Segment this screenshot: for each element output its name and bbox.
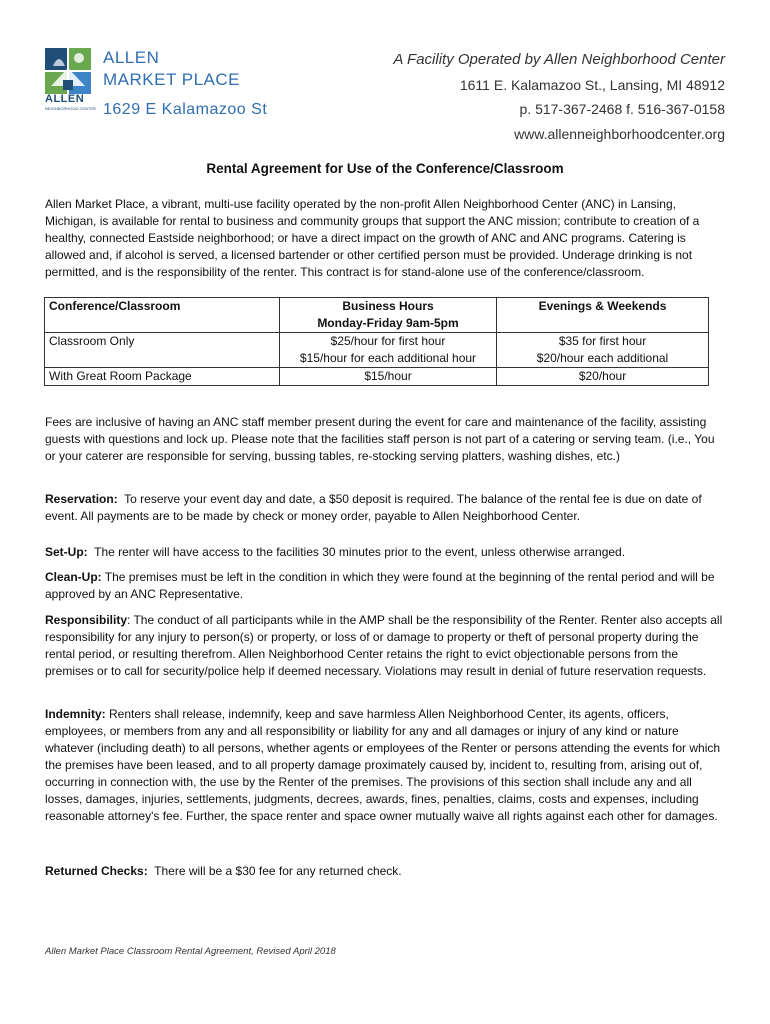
section-text: The renter will have access to the facilities 30 minutes prior to the event, unless otherwise arranged. (94, 545, 626, 559)
operated-by: A Facility Operated by Allen Neighborhood Center (393, 51, 725, 68)
logo-wordmark: ALLEN (45, 93, 85, 105)
page-footer: Allen Market Place Classroom Rental Agreement, Revised April 2018 (45, 946, 336, 957)
contact-phone-fax: p. 517-367-2468 f. 516-367-0158 (519, 101, 725, 117)
logo-subtext: NEIGHBORHOOD CENTER (45, 106, 96, 111)
business-rate-cell (280, 333, 497, 368)
section-text: The premises must be left in the condition in which they were found at the beginning of the rental period and will be approved by an ANC Representative. (45, 570, 715, 601)
section-text: : The conduct of all participants while in the AMP shall be the responsibility of the Renter. Renter also accepts all responsibility for any injury to person(s) or property, or loss of or damage to property or theft of personal property during the rental period, or resulting therefrom. Allen Neighborhood Center retains the right to evict objectionable persons from the premises or to call for security/police help if deemed necessary. Violations may result in denial of future reservation requests. (45, 613, 723, 678)
table-header-cell (280, 298, 497, 333)
section-label: Responsibility (45, 613, 128, 627)
table-row (45, 333, 709, 368)
section-label: Indemnity: (45, 707, 106, 721)
contact-address: 1611 E. Kalamazoo St., Lansing, MI 48912 (459, 77, 725, 93)
cleanup-paragraph (45, 569, 725, 603)
row-label: Classroom Only (45, 333, 280, 368)
business-rate: $25/hour for first hour (330, 334, 446, 348)
section-label: Reservation: (45, 492, 118, 506)
table-row (45, 368, 709, 386)
reservation-paragraph (45, 491, 725, 525)
fees-paragraph: Fees are inclusive of having an ANC staff member present during the event for care and maintenance of the facility, assisting guests with questions and lock up. Please note that the facilities staff person is not part of a catering or serving team. (i.e., You or your caterer are responsible for serving, bussing tables, re-stocking serving platters, washing dishes, etc.) (45, 415, 715, 463)
page-title: Rental Agreement for Use of the Conference/Classroom (206, 161, 564, 176)
brand-name-line2: MARKET PLACE (103, 70, 241, 89)
section-text: There will be a $30 fee for any returned check. (154, 864, 402, 878)
table-header-cell: Evenings & Weekends (497, 298, 709, 333)
business-rate: $15/hour (280, 368, 497, 386)
setup-paragraph (45, 544, 725, 561)
section-text: To reserve your event day and date, a $50 deposit is required. The balance of the rental fee is due on date of event. All payments are to be made by check or money order, payable to Allen Neighborhood Center. (45, 492, 702, 523)
indemnity-paragraph (45, 706, 725, 825)
evening-rate: $35 for first hour (558, 334, 647, 348)
business-rate: $15/hour for each additional hour (299, 351, 477, 365)
table-header-business-sub: Monday-Friday 9am-5pm (317, 316, 459, 330)
row-label: With Great Room Package (45, 368, 280, 386)
section-label: Clean-Up: (45, 570, 102, 584)
intro-paragraph: Allen Market Place, a vibrant, multi-use facility operated by the non-profit Allen Neighborhood Center (ANC) in Lansing, Michigan, is available for rental to business and community groups that support the ANC mission; contribute to creation of a healthy, connected Eastside neighborhood; or have a direct impact on the growth of ANC and ANC programs. Catering is allowed and, if alcohol is served, a licensed bartender or other certified person must be provided. Underage drinking is not permitted, and is the responsibility of the renter. This contract is for stand-alone use of the conference/classroom. (45, 197, 700, 279)
contact-website[interactable]: www.allenneighborhoodcenter.org (514, 126, 725, 142)
evening-rate-cell (497, 333, 709, 368)
returned-checks-paragraph (45, 863, 725, 880)
section-text: Renters shall release, indemnify, keep and save harmless Allen Neighborhood Center, its agents, officers, employees, or members from any and all responsibility or liability for any and all damages or injury of any kind or nature whatever (including death) to all persons, whether agents or employees of the Renter or persons attending the events for which the premises have been leased, and to all property damage proximately caused by, incident to, resulting from, arising out of, occurring in connection with, the use by the Renter of the premises. The provisions of this section shall include any and all losses, damages, injuries, settlements, judgments, decrees, awards, fines, penalties, claims, costs and expenses, including reasonable attorney's fee. Further, the space renter and space owner mutually waive all rights against each other for damages. (45, 707, 721, 823)
responsibility-paragraph (45, 612, 725, 680)
section-label: Set-Up: (45, 545, 88, 559)
brand-name-line1: ALLEN (103, 48, 160, 67)
brand-address: 1629 E Kalamazoo St (103, 101, 268, 117)
allen-logo-icon (43, 46, 95, 100)
evening-rate: $20/hour (497, 368, 709, 386)
table-header-business: Business Hours (342, 299, 434, 313)
rental-fee-table (44, 297, 709, 386)
table-header-cell: Conference/Classroom (45, 298, 280, 333)
section-label: Returned Checks: (45, 864, 148, 878)
evening-rate: $20/hour each additional (536, 351, 669, 365)
